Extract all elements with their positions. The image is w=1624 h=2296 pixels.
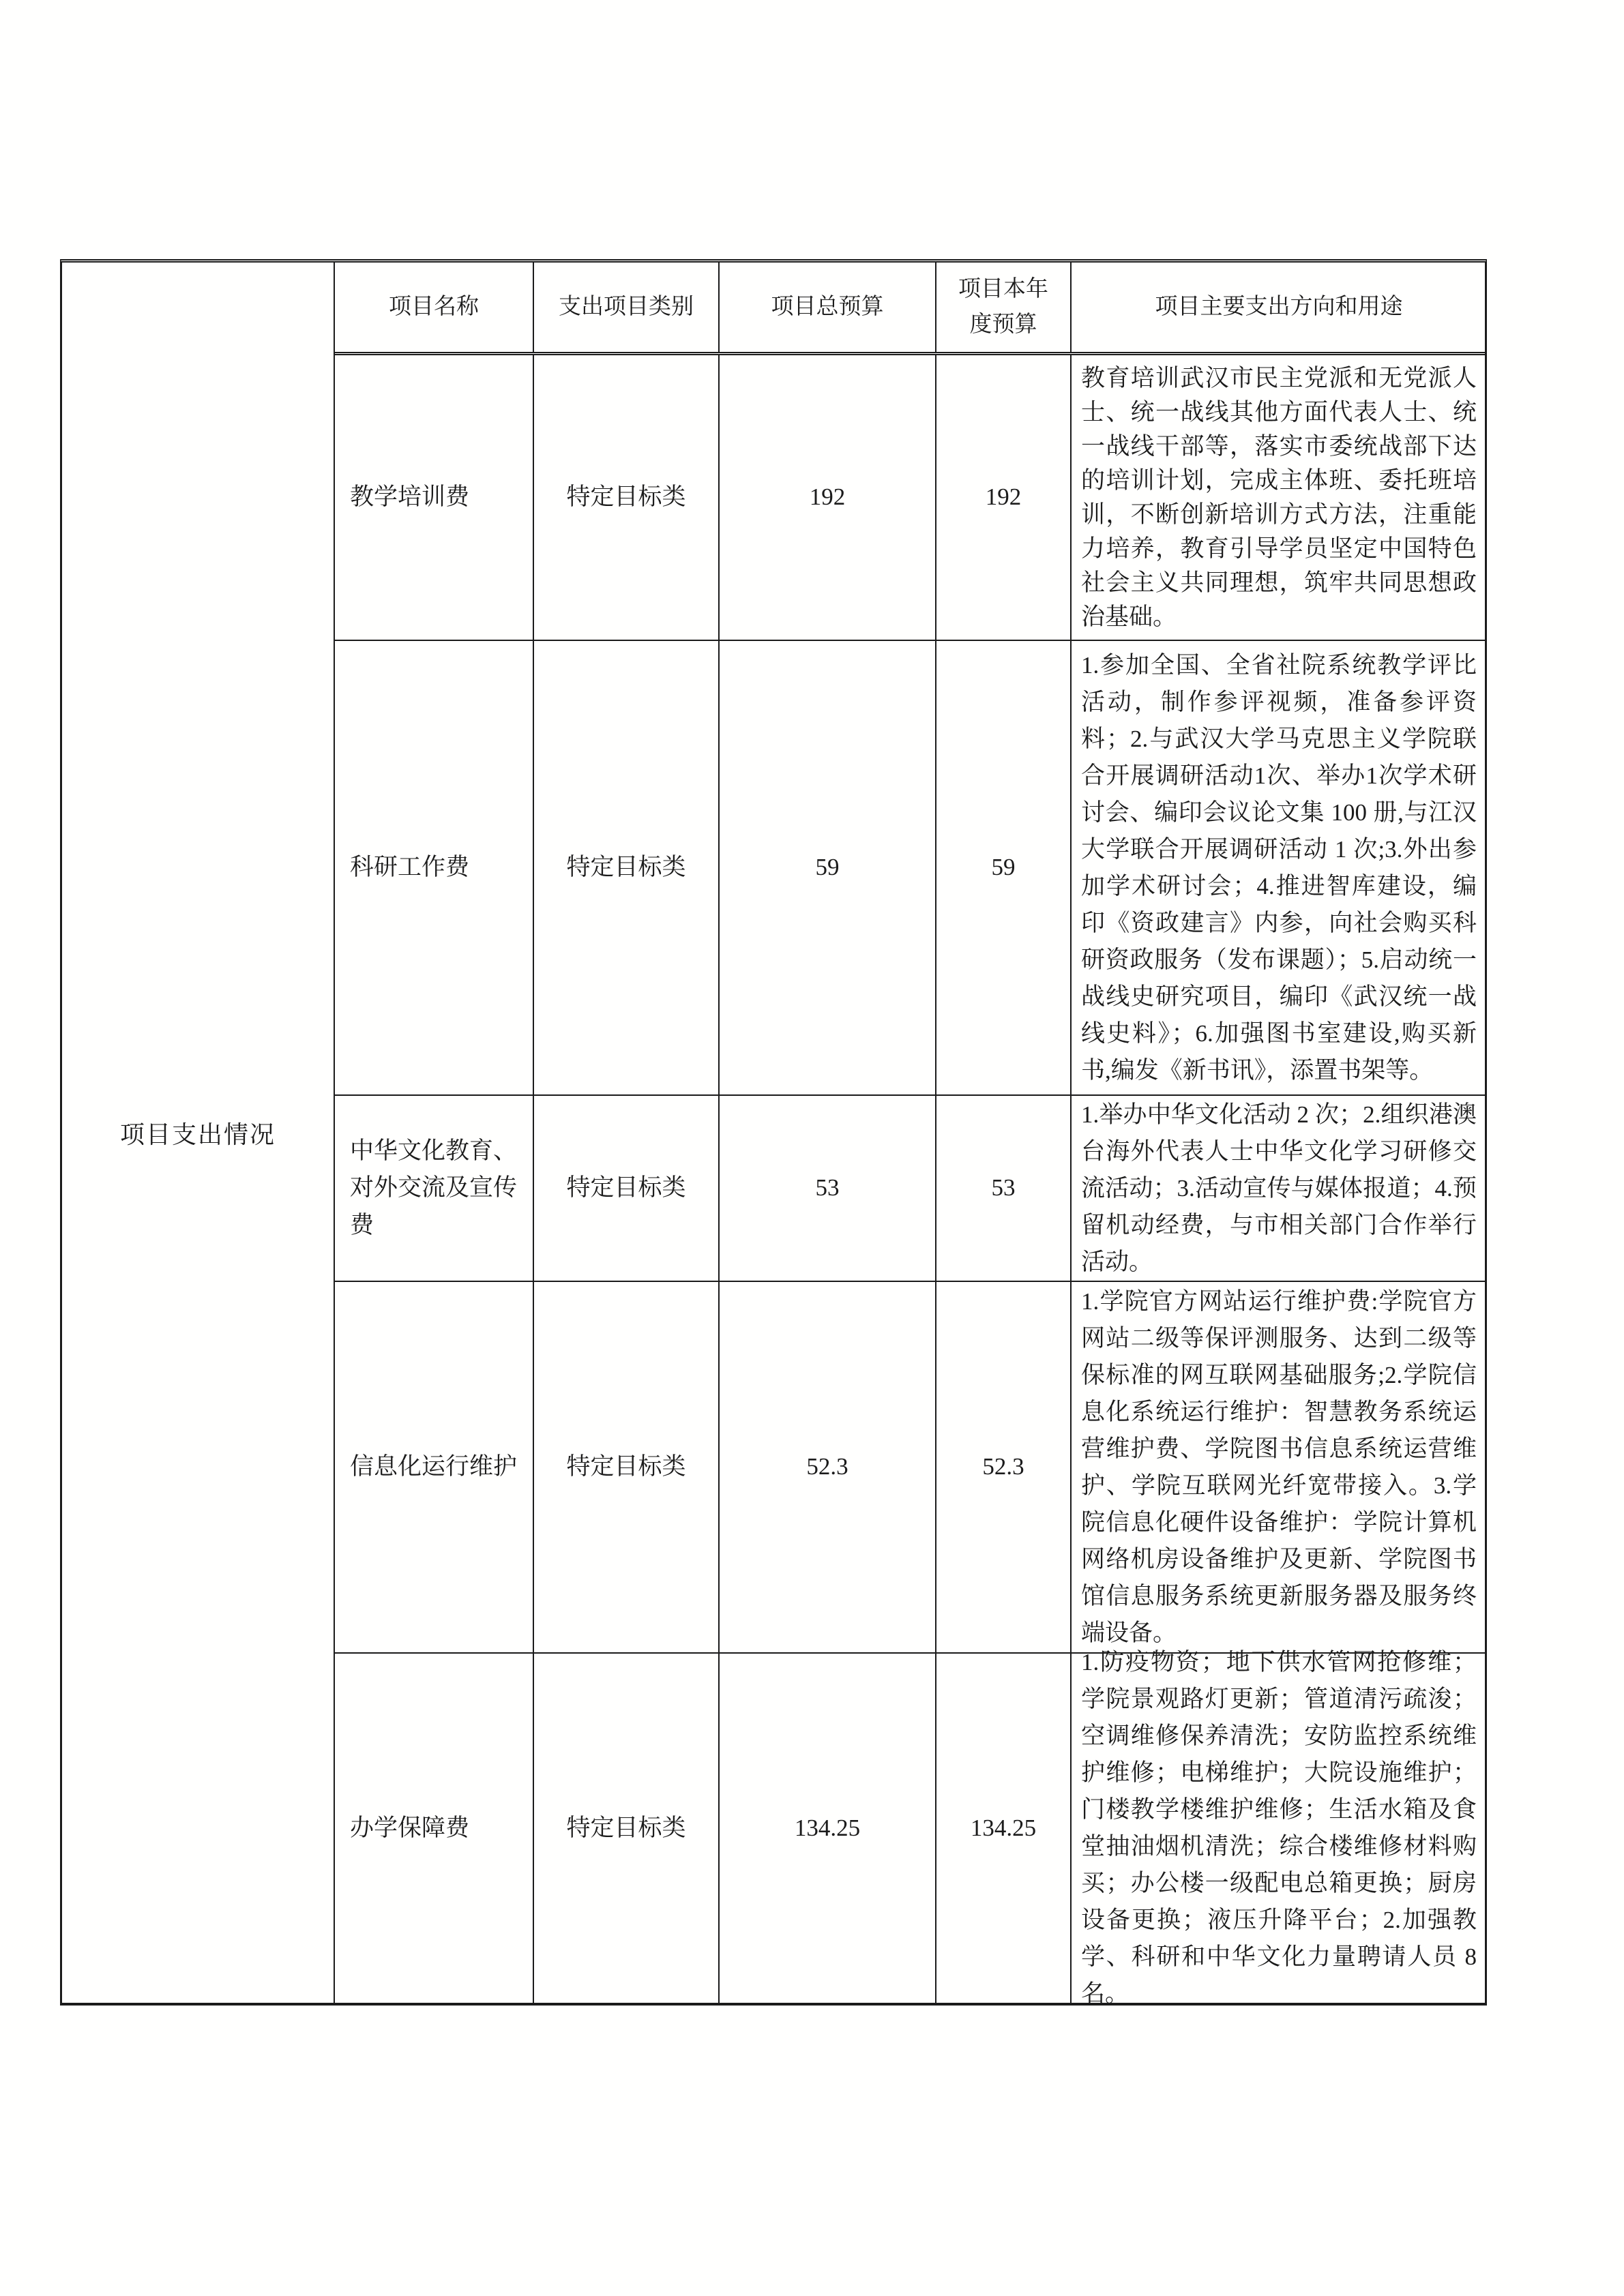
project-name-cell: 办学保障费 bbox=[335, 1654, 534, 2003]
category-cell: 特定目标类 bbox=[534, 1282, 720, 1652]
project-name-cell: 教学培训费 bbox=[335, 355, 534, 640]
table-header-row bbox=[335, 263, 1485, 355]
table-row bbox=[335, 1096, 1485, 1282]
annual-budget-cell: 59 bbox=[936, 641, 1072, 1094]
column-header-purpose: 项目主要支出方向和用途 bbox=[1155, 294, 1403, 319]
purpose-cell bbox=[1072, 641, 1485, 1094]
category-cell: 特定目标类 bbox=[534, 641, 720, 1094]
purpose-cell bbox=[1072, 1649, 1485, 2007]
purpose-text: 1.参加全国、全省社院系统教学评比活动，制作参评视频，准备参评资料；2.与武汉大学马克思主义学院联合开展调研活动1次、举办1次学术研讨会、编印会议论文集 100 册,与江汉大学联合开展调研活动 1 次;3.外出参加学术研讨会；4.推进智库建设，编印《资政建言》内参，向社会购买科研资政服务（发布课题）；5.启动统一战线史研究项目，编印《武汉统一战线史料》；6.加强图书室建设,购买新书,编发《新书讯》，添置书架等。 bbox=[1081, 651, 1477, 1084]
column-header-project-name: 项目名称 bbox=[335, 263, 534, 352]
category-cell: 特定目标类 bbox=[534, 355, 720, 640]
project-name-cell: 中华文化教育、对外交流及宣传费 bbox=[335, 1096, 534, 1281]
column-header-category: 支出项目类别 bbox=[534, 263, 720, 352]
annual-budget-cell: 52.3 bbox=[936, 1282, 1072, 1652]
category-cell: 特定目标类 bbox=[534, 1654, 720, 2003]
project-expenditure-table bbox=[60, 259, 1487, 2006]
project-name-cell: 信息化运行维护 bbox=[335, 1282, 534, 1652]
annual-budget-cell: 192 bbox=[936, 355, 1072, 640]
category-cell: 特定目标类 bbox=[534, 1096, 720, 1281]
annual-budget-cell: 134.25 bbox=[936, 1654, 1072, 2003]
table-body bbox=[335, 263, 1485, 2007]
purpose-cell bbox=[1072, 1282, 1485, 1652]
purpose-cell bbox=[1072, 1096, 1485, 1281]
total-budget-cell: 134.25 bbox=[720, 1654, 936, 2003]
table-row bbox=[335, 641, 1485, 1096]
purpose-text: 1.举办中华文化活动 2 次；2.组织港澳台海外代表人士中华文化学习研修交流活动；3.活动宣传与媒体报道；4.预留机动经费，与市相关部门合作举行活动。 bbox=[1081, 1101, 1477, 1275]
purpose-text: 1.防疫物资；地下供水管网抢修维；学院景观路灯更新；管道清污疏浚；空调维修保养清洗；安防监控系统维护维修；电梯维护；大院设施维护；门楼教学楼维护维修；生活水箱及食堂抽油烟机清洗；综合楼维修材料购买；办公楼一级配电总箱更换；厨房设备更换；液压升降平台；2.加强教学、科研和中华文化力量聘请人员 8 名。 bbox=[1081, 1649, 1477, 2007]
table-row bbox=[335, 1282, 1485, 1654]
project-name-cell: 科研工作费 bbox=[335, 641, 534, 1094]
total-budget-cell: 53 bbox=[720, 1096, 936, 1281]
row-group-cell bbox=[62, 263, 335, 2003]
table-row bbox=[335, 1649, 1485, 2007]
row-group-label: 项目支出情况 bbox=[119, 1120, 276, 1148]
column-header-total-budget: 项目总预算 bbox=[720, 263, 936, 352]
purpose-cell bbox=[1072, 355, 1485, 640]
total-budget-cell: 59 bbox=[720, 641, 936, 1094]
column-header-annual-budget: 项目本年度预算 bbox=[936, 263, 1072, 352]
total-budget-cell: 52.3 bbox=[720, 1282, 936, 1652]
purpose-text: 教育培训武汉市民主党派和无党派人士、统一战线其他方面代表人士、统一战线干部等，落实市委统战部下达的培训计划，完成主体班、委托班培训，不断创新培训方式方法，注重能力培养，教育引导学员坚定中国特色社会主义共同理想，筑牢共同思想政治基础。 bbox=[1081, 364, 1477, 630]
annual-budget-cell: 53 bbox=[936, 1096, 1072, 1281]
table-row bbox=[335, 355, 1485, 641]
purpose-text: 1.学院官方网站运行维护费:学院官方网站二级等保评测服务、达到二级等保标准的网互联网基础服务;2.学院信息化系统运行维护：智慧教务系统运营维护费、学院图书信息系统运营维护、学院互联网光纤宽带接入。3.学院信息化硬件设备维护：学院计算机网络机房设备维护及更新、学院图书馆信息服务系统更新服务器及服务终端设备。 bbox=[1081, 1287, 1477, 1646]
total-budget-cell: 192 bbox=[720, 355, 936, 640]
